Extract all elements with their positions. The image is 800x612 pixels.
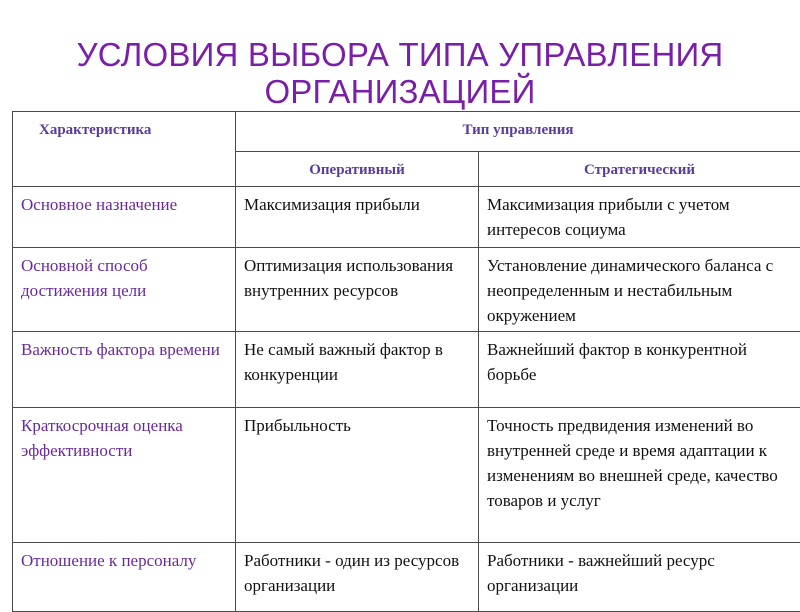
header-strategic: Стратегический — [479, 152, 800, 187]
management-type-table — [12, 111, 800, 612]
cell-strategic: Точность предвидения изменений во внутренней среде и время адаптации к изменениям во внешней среде, качество товаров и услуг — [479, 408, 800, 543]
cell-operational: Оптимизация использования внутренних ресурсов — [236, 248, 479, 332]
table-row — [13, 187, 800, 248]
table-row — [13, 408, 800, 543]
table-row — [13, 248, 800, 332]
cell-strategic: Важнейший фактор в конкурентной борьбе — [479, 332, 800, 408]
table-header-row — [13, 112, 800, 152]
row-label: Краткосрочная оценка эффективности — [13, 408, 236, 543]
slide-title-line-1: УСЛОВИЯ ВЫБОРА ТИПА УПРАВЛЕНИЯ — [0, 36, 800, 73]
cell-strategic: Максимизация прибыли с учетом интересов социума — [479, 187, 800, 248]
cell-operational: Прибыльность — [236, 408, 479, 543]
row-label: Отношение к персоналу — [13, 543, 236, 612]
table-row — [13, 543, 800, 612]
cell-strategic: Установление динамического баланса с неопределенным и нестабильным окружением — [479, 248, 800, 332]
cell-strategic: Работники - важнейший ресурс организации — [479, 543, 800, 612]
cell-operational: Максимизация прибыли — [236, 187, 479, 248]
row-label: Основной способ достижения цели — [13, 248, 236, 332]
header-management-type: Тип управления — [236, 112, 800, 152]
table-row — [13, 332, 800, 408]
slide-title-line-2: ОРГАНИЗАЦИЕЙ — [0, 73, 800, 110]
cell-operational: Не самый важный фактор в конкуренции — [236, 332, 479, 408]
header-characteristic: Характеристика — [13, 112, 236, 187]
row-label: Важность фактора времени — [13, 332, 236, 408]
row-label: Основное назначение — [13, 187, 236, 248]
slide-title — [0, 36, 800, 110]
header-operational: Оперативный — [236, 152, 479, 187]
cell-operational: Работники - один из ресурсов организации — [236, 543, 479, 612]
